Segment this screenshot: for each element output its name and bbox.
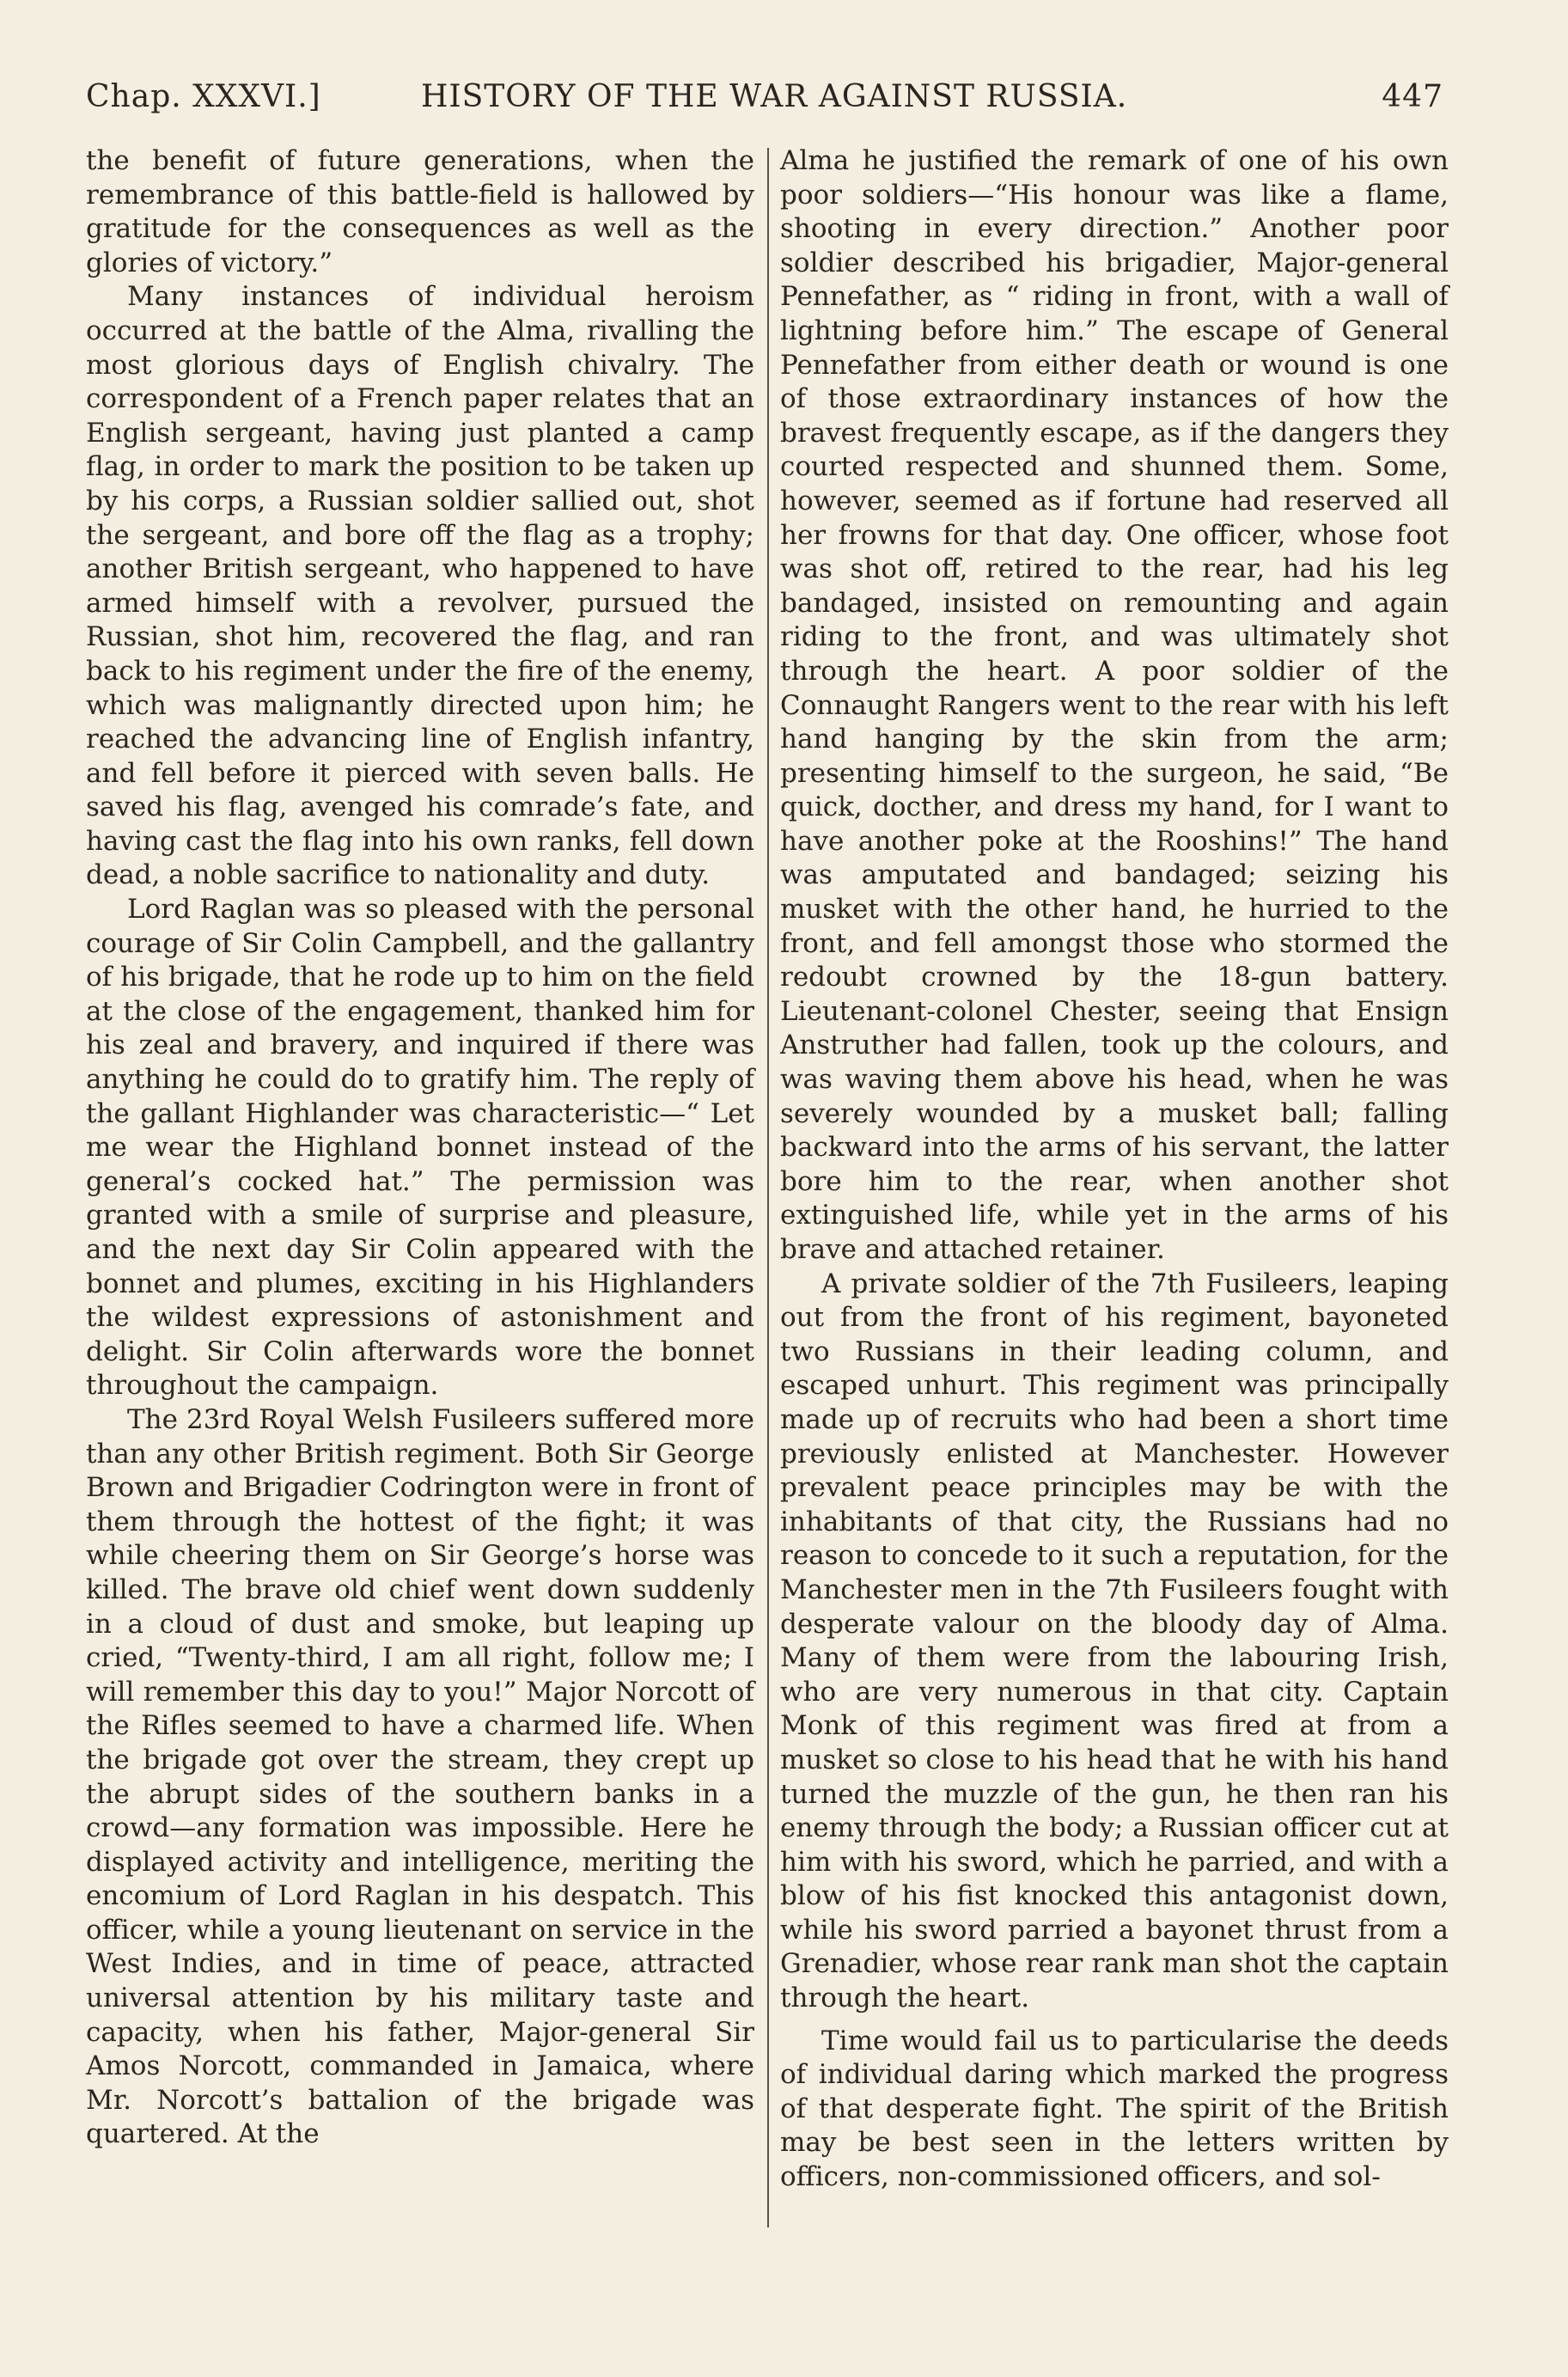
chapter-label: Chap. XXXVI.] [86,79,321,114]
paragraph: Lord Raglan was so pleased with the personal courage of Sir Colin Campbell, and the gallantry of his brigade, that he rode up to him on the field at the close of the engagement, thanked him for his zeal and bravery, and inquired if there was anything he could do to gratify him. The reply of the gallant Highlander was characteristic—“ Let me wear the Highland bonnet instead of the general’s cocked hat.” The permission was granted with a smile of surprise and pleasure, and the next day Sir Colin appeared with the bonnet and plumes, exciting in his Highlanders the wildest expressions of astonishment and delight. Sir Colin afterwards wore the bonnet throughout the campaign. [86,894,754,1402]
paragraph: the benefit of future generations, when the remembrance of this battle-field is hallowed by gratitude for the consequences as well as the glories of victory.” [86,145,754,278]
left-column [86,144,754,2152]
paragraph: Alma he justified the remark of one of his own poor soldiers—“His honour was like a flame, shooting in every direction.” Another poor soldier described his brigadier, Major-general Pennefather, as “ riding in front, with a wall of lightning before him.” The escape of General Pennefather from either death or wound is one of those extraordinary instances of how the bravest frequently escape, as if the dangers they courted respected and shunned them. Some, however, seemed as if fortune had reserved all her frowns for that day. One officer, whose foot was shot off, retired to the rear, had his leg bandaged, insisted on remounting and again riding to the front, and was ultimately shot through the heart. A poor soldier of the Connaught Rangers went to the rear with his left hand hanging by the skin from the arm; presenting himself to the surgeon, he said, “Be quick, docther, and dress my hand, for I want to have another poke at the Rooshins!” The hand was amputated and bandaged; seizing his musket with the other hand, he hurried to the front, and fell amongst those who stormed the redoubt crowned by the 18-gun battery. Lieutenant-colonel Chester, seeing that Ensign Anstruther had fallen, took up the colours, and was waving them above his head, when he was severely wounded by a musket ball; falling backward into the arms of his servant, the latter bore him to the rear, when another shot extinguished life, while yet in the arms of his brave and attached retainer. [780,145,1449,1265]
paragraph: Many instances of individual heroism occurred at the battle of the Alma, rivalling the most glorious days of English chivalry. The correspondent of a French paper relates that an English sergeant, having just planted a camp flag, in order to mark the position to be taken up by his corps, a Russian soldier sallied out, shot the sergeant, and bore off the flag as a trophy; another British sergeant, who happened to have armed himself with a revolver, pursued the Russian, shot him, recovered the flag, and ran back to his regiment under the fire of the enemy, which was malignantly directed upon him; he reached the advancing line of English infantry, and fell before it pierced with seven balls. He saved his flag, avenged his comrade’s fate, and having cast the flag into his own ranks, fell down dead, a noble sacrifice to nationality and duty. [86,281,754,891]
page-number: 447 [1382,79,1443,114]
paragraph: A private soldier of the 7th Fusileers, leaping out from the front of his regiment, bayoneted two Russians in their leading column, and escaped unhurt. This regiment was principally made up of recruits who had been a short time previously enlisted at Manchester. However prevalent peace principles may be with the inhabitants of that city, the Russians had no reason to concede to it such a reputation, for the Manchester men in the 7th Fusileers fought with desperate valour on the bloody day of Alma. Many of them were from the labouring Irish, who are very numerous in that city. Captain Monk of this regiment was fired at from a musket so close to his head that he with his hand turned the muzzle of the gun, he then ran his enemy through the body; a Russian officer cut at him with his sword, which he parried, and with a blow of his fist knocked this antagonist down, while his sword parried a bayonet thrust from a Grenadier, whose rear rank man shot the captain through the heart. [780,1268,1449,2014]
column-divider [767,148,769,2227]
right-column [780,144,1449,2195]
paragraph: Time would fail us to particularise the deeds of individual daring which marked the progress of that desperate fight. The spirit of the British may be best seen in the letters written by officers, non-commissioned officers, and sol- [780,2025,1449,2193]
running-title: HISTORY OF THE WAR AGAINST RUSSIA. [421,79,1128,114]
paragraph: The 23rd Royal Welsh Fusileers suffered more than any other British regiment. Both Sir George Brown and Brigadier Codrington were in front of them through the hottest of the fight; it was while cheering them on Sir George’s horse was killed. The brave old chief went down suddenly in a cloud of dust and smoke, but leaping up cried, “Twenty-third, I am all right, follow me; I will remember this day to you!” Major Norcott of the Rifles seemed to have a charmed life. When the brigade got over the stream, they crept up the abrupt sides of the southern banks in a crowd—any formation was impossible. Here he displayed activity and intelligence, meriting the encomium of Lord Raglan in his despatch. This officer, while a young lieutenant on service in the West Indies, and in time of peace, attracted universal attention by his military taste and capacity, when his father, Major-general Sir Amos Norcott, commanded in Jamaica, where Mr. Norcott’s battalion of the brigade was quartered. At the [86,1403,754,2150]
running-head [86,79,1443,131]
